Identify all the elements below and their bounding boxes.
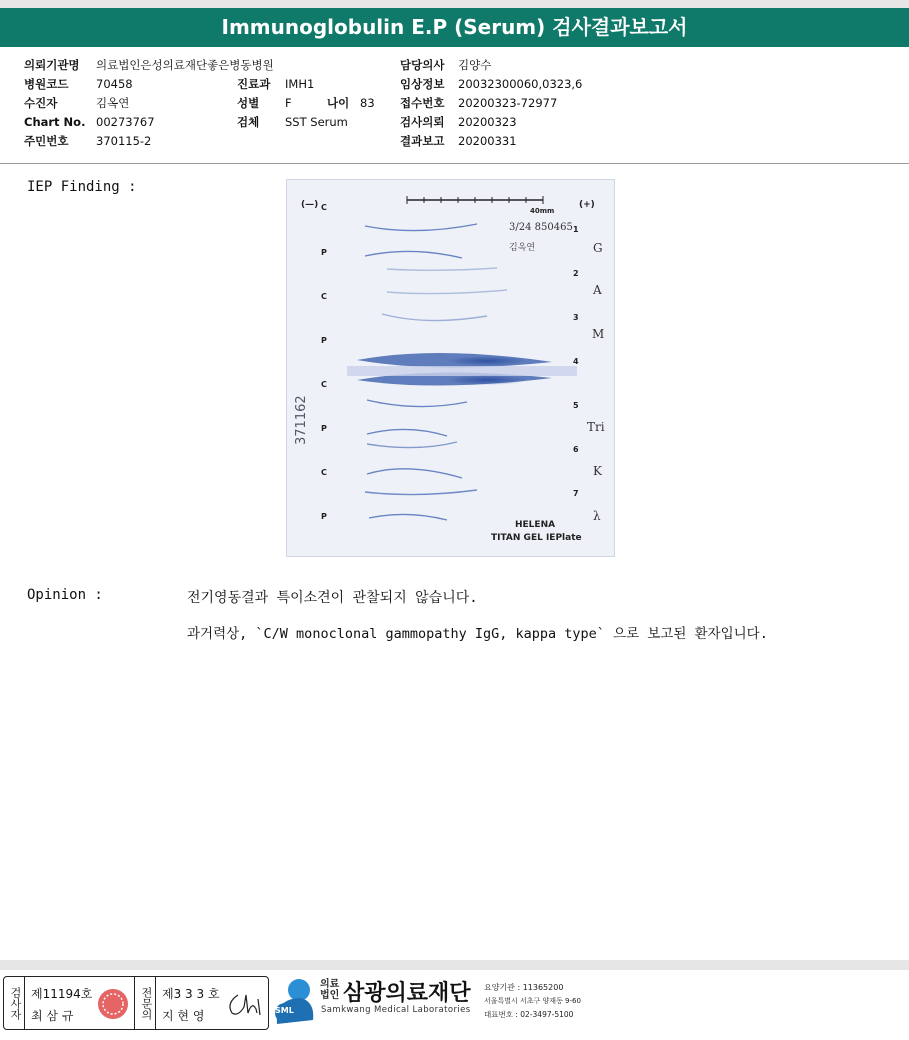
row-letter: P <box>321 512 327 521</box>
info-label: 접수번호 <box>400 95 445 110</box>
side-id: 371162 <box>294 395 309 445</box>
antiserum-label: λ <box>593 509 601 523</box>
opinion-line-1: 전기영동결과 특이소견이 관찰되지 않습니다. <box>187 590 478 606</box>
info-value: 김양수 <box>458 57 492 72</box>
age-value: 83 <box>360 95 375 110</box>
specialist-signature <box>224 987 264 1019</box>
lane-number: 5 <box>573 401 579 410</box>
sml-logo-icon <box>271 976 319 1026</box>
info-value: 20200323 <box>458 114 517 129</box>
plus-label: (+) <box>579 200 595 210</box>
dense-bands <box>347 353 577 386</box>
lane-number: 4 <box>573 357 579 366</box>
info-row <box>400 112 582 131</box>
phone: 대표번호 : 02-3497-5100 <box>484 1010 574 1019</box>
info-label: 성별 <box>237 95 260 110</box>
report-title: Immunoglobulin E.P (Serum) 검사결과보고서 <box>0 8 909 47</box>
examiner-vertical-label: 검사자 <box>9 986 22 1020</box>
sample-id: 3/24 850465 <box>509 222 573 233</box>
info-label: 검체 <box>237 114 260 129</box>
info-label: Chart No. <box>24 114 86 129</box>
antiserum-label: K <box>593 464 602 478</box>
specialist-name: 지 현 영 <box>162 1009 205 1023</box>
brand-titan-gel: TITAN GEL IEPlate <box>491 533 582 543</box>
lane-number: 3 <box>573 313 579 322</box>
info-row <box>400 131 582 150</box>
info-value: 370115-2 <box>96 133 152 148</box>
info-value: SST Serum <box>285 114 348 129</box>
info-label: 진료과 <box>237 76 271 91</box>
info-row <box>24 55 274 74</box>
info-value: F <box>285 95 292 110</box>
info-label: 임상정보 <box>400 76 445 91</box>
row-letter: C <box>321 468 327 477</box>
info-label: 결과보고 <box>400 133 445 148</box>
row-letter: P <box>321 424 327 433</box>
examiner-number: 제11194호 <box>31 987 93 1001</box>
signature-box <box>3 976 269 1030</box>
info-value: 00273767 <box>96 114 155 129</box>
footer-divider <box>0 960 909 970</box>
info-value: 70458 <box>96 76 133 91</box>
logo-prefix <box>320 979 339 1001</box>
brand-helena: HELENA <box>515 520 556 530</box>
lane-number: 1 <box>573 225 579 234</box>
lane-number: 2 <box>573 269 579 278</box>
row-letter: P <box>321 336 327 345</box>
info-value: 20200331 <box>458 133 517 148</box>
info-column-2 <box>237 74 375 131</box>
info-label: 의뢰기관명 <box>24 57 80 72</box>
specialist-vertical-label: 전문의 <box>140 986 153 1020</box>
lane-number: 6 <box>573 445 579 454</box>
info-row <box>237 74 375 93</box>
info-label: 수진자 <box>24 95 58 110</box>
antiserum-label: Tri <box>587 420 605 434</box>
antiserum-label: G <box>593 241 603 255</box>
info-value: 김옥연 <box>96 95 130 110</box>
row-letter: C <box>321 292 327 301</box>
logo-sml-text: SML <box>275 1006 294 1015</box>
logo-prefix-1: 의료 <box>320 979 340 990</box>
info-value: IMH1 <box>285 76 315 91</box>
info-label: 병원코드 <box>24 76 69 91</box>
header-divider <box>0 163 909 164</box>
specialist-number: 제3 3 3 호 <box>162 987 220 1001</box>
info-row <box>237 93 375 112</box>
info-label: 주민번호 <box>24 133 69 148</box>
examiner-seal <box>96 987 130 1021</box>
iep-gel-image <box>286 179 615 557</box>
info-label: 검사의뢰 <box>400 114 445 129</box>
cell-divider <box>24 977 25 1029</box>
iep-finding-label: IEP Finding : <box>27 179 137 195</box>
info-label: 담당의사 <box>400 57 445 72</box>
minus-label: (—) <box>301 200 319 210</box>
top-strip <box>0 0 909 8</box>
scale-label: 40mm <box>530 207 555 215</box>
info-row <box>400 55 582 74</box>
address: 서울특별시 서초구 양재동 9-60 <box>484 997 581 1005</box>
opinion-line-2: 과거력상, `C/W monoclonal gammopathy IgG, kappa type` 으로 보고된 환자입니다. <box>187 626 768 642</box>
handwritten-name: 김옥연 <box>509 243 536 253</box>
info-row <box>400 74 582 93</box>
lane-number: 7 <box>573 489 579 498</box>
antiserum-label: A <box>593 283 602 297</box>
row-letter: C <box>321 203 327 212</box>
antiserum-label: M <box>592 327 605 341</box>
info-value: 20032300060,0323,6 <box>458 76 583 91</box>
info-row <box>237 112 375 131</box>
row-letter: P <box>321 248 327 257</box>
examiner-name: 최 삼 규 <box>31 1009 74 1023</box>
cell-divider <box>155 977 156 1029</box>
info-value: 20200323-72977 <box>458 95 558 110</box>
info-value: 의료법인은성의료재단좋은병동병원 <box>96 57 274 72</box>
logo-sub-text: Samkwang Medical Laboratories <box>321 1005 471 1015</box>
care-code: 요양기관 : 11365200 <box>484 983 564 992</box>
logo-prefix-2: 법인 <box>320 990 340 1001</box>
info-row <box>400 93 582 112</box>
opinion-label: Opinion : <box>27 587 103 603</box>
logo-main-text: 삼광의료재단 <box>343 981 471 1006</box>
info-column-3 <box>400 55 582 150</box>
age-label: 나이 <box>327 95 350 110</box>
row-letter: C <box>321 380 327 389</box>
info-row <box>24 131 274 150</box>
gel-svg <box>287 180 614 556</box>
